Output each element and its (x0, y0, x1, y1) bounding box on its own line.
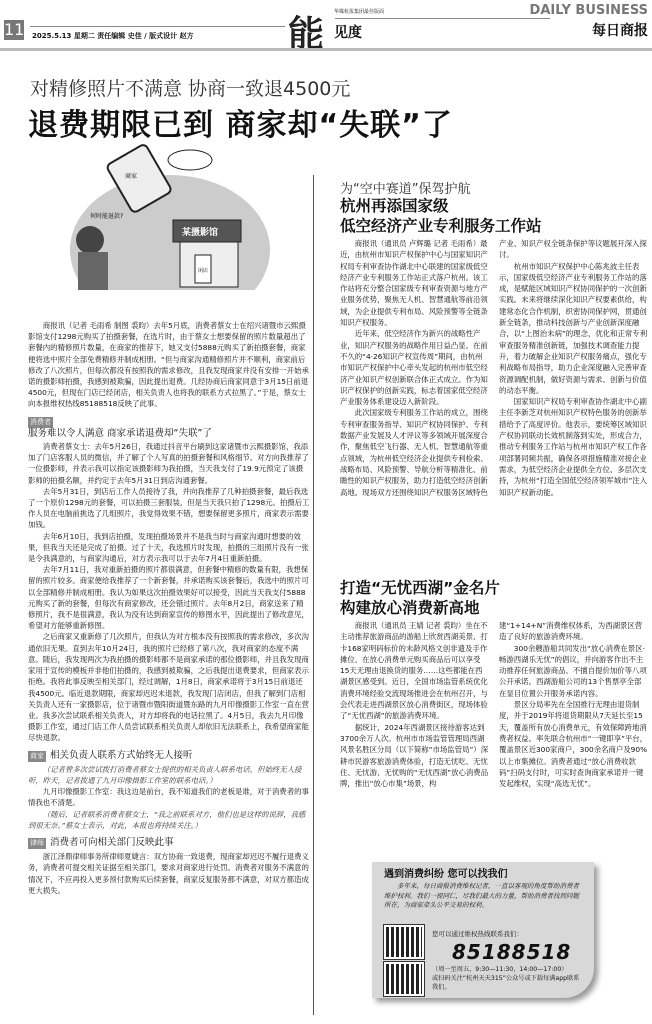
section-heading (28, 837, 310, 849)
page-number: 11 (4, 20, 25, 39)
section-tag: 商家 (28, 751, 46, 762)
story2-headline (340, 196, 542, 236)
section-title: 相关负责人联系方式始终无人接听 (50, 749, 193, 761)
story2-body (340, 238, 648, 558)
section-tag: 消费者 (28, 417, 53, 428)
headline-line: 低空经济产业专利服务工作站 (340, 217, 542, 235)
paragraph: （随后，记者联系消费者蔡女士，“我之前联系对方，他们也是这样的说辞，我感到很无奈。”蔡女士表示，对此，本报也将持续关注。） (28, 809, 306, 830)
dateline: 2025.5.13 星期二 责任编辑 史佳 / 版式设计 赵方 (32, 32, 194, 40)
lead-headline: 退费期限已到 商家却“失联”了 (28, 108, 453, 143)
page-header (0, 0, 652, 55)
divider (335, 18, 550, 19)
door-sign: 闭店 (198, 268, 209, 274)
paragraph: 近年来，低空经济作为新兴的战略性产业，知识产权服务的战略作用日益凸显。在前不久的“4·26知识产权宣传周”期间，由杭州市知识产权保护中心牵头发起的杭州市低空经济产业知识产权创新联合体正式成立。作为知识产权保护的创新实践，标志着国家低空经济产业服务体系建设迈入新阶段。 (340, 329, 488, 407)
consumer-help-box (372, 862, 594, 998)
paragraph: 去年6月10日，我到店拍摄，发现拍摄场景并不是我当时与商家沟通时想要的效果，但我当天还是完成了拍摄。过了十天，我选照片时发现，拍摄的三组照片没有一张是令我满意的，与商家沟通后，对方表示我可以于去年7月4日重新拍摄。 (28, 531, 309, 564)
paragraph: 九月印像摄影工作室：我这边是前台，我不知道我们的老板是谁，对于消费者的事情我也不清楚。 (28, 787, 309, 808)
group-award: 华媒杭报集团最佳版面 (334, 9, 385, 15)
story2-subtitle: 为“空中赛道”保驾护航 (340, 182, 471, 197)
paragraph: 国家知识产权局专利审查协作湖北中心副主任李新芝对杭州知识产权特色服务的创新举措给予了高度评价。他表示，要统筹区域知识产权协同联动长效机制落到实处，形成合力，推动专利服务工作站与杭州市知识产权工作各项部署同频共振，确保各项措施精准对接企业需求，为低空经济企业提供全方位、多层次支持，为杭州“打造全国低空经济领军城市”注入知识产权新动能。 (499, 397, 648, 497)
paragraph: 去年5月31日，到店后工作人员接待了我，并向我推荐了几种拍摄套餐，最后我选了一个原价1298元的套餐，可以拍摄三套服装，但是当天我只拍了1298元。拍摄后工作人员在电脑前挑选了几组照片，我觉得效果不错，想要保留更多照片，商家表示需要加钱。 (28, 486, 310, 530)
divider (30, 26, 285, 27)
story3-body (340, 620, 648, 860)
paragraph: 杭州市知识产权保护中心陈兆波主任表示，国家级低空经济产业专利服务工作站的落成，是赋能区域知识产权协同保护的一次创新实践。未来将继续深化知识产权要素供给，构建常态化合作机制，织密协同保护网，贯通创新全链条，推动科技创新与产业创新深度融合，以“上图治未病”的理念，优化和正常专利审查服务精准创新链，加强技术调查能力提升，着力破解企业知识产权服务痛点，强化专利战略布局指导，助力企业深度融入完善审查资源调配机制，做好资源与需求、创新与价值的动态平衡。 (499, 261, 648, 395)
hotline-label: 您可以通过维权热线联系我们： (432, 930, 523, 938)
paragraph: 之后商家又重新修了几次照片，但我认为对方根本没有按照我的需求修改，多次沟通依旧无果。直到去年10月24日，我的照片已经修了第八次，我对商家的态度不满意。随后，我发现两次为我拍摄的摄影师都不是商家承诺的那位摄影师，并且我发现商家用于宣传的模板并非他们拍摄的，我感到被欺骗，之后我提出退费要求，但商家表示拒绝。我将此事反映至相关部门，经过调解，1月8日，商家承诺将于3月15日前退还我4500元。临近退款期限，商家却迟迟未退款，我发现门店闭店，但我了解到门店相关负责人还有一家摄影店，位于诸暨市暨阳街道暨东路的九月印像摄影工作室一直在营业。我多次尝试联系相关负责人，对方却将我的电话拉黑了。4月5日，我去九月印像摄影工作室，通过门店工作人员尝试联系相关负责人却依旧无法联系上，我希望商家能尽快退款。 (28, 632, 309, 743)
lead-subtitle: 对精修照片不满意 协商一致退4500元 (30, 78, 351, 100)
paper-name-cn: 每日商报 (592, 23, 648, 39)
section-heading (28, 750, 310, 762)
help-box-text: 多年来，每日商报消费维权记者，一直以客观的角度帮助消费者维护权利。我们一视同仁，尽我们最大的力量，帮助消费者找到问题所在，为商家牵头公平交易的权利。 (384, 882, 579, 909)
speech-bubble: 何时能退款? (90, 213, 124, 220)
section-name: 见度 (334, 25, 362, 41)
paragraph: 景区分局率先在全国推行无理由退货制度，并于2019年将退货期限从7天延长至15天，覆盖所有放心消费单元，有效保障跨地消费者权益。率先联合杭州市“一键即享”平台，覆盖景区近300家商户，300余名商户及90%以上市集摊位。消费者通过“放心消费收款码”扫码支付时，可实时查询商家承诺并一键发起维权，实现“高选无忧”。 (499, 700, 648, 789)
headline-line: 打造“无忧西湖”金名片 (340, 579, 500, 597)
phone-label: 商家 (125, 173, 138, 180)
paragraph: 商报讯（通讯员 王婧 记者 裘昀）坐在不主动推荐旅游商品的游船上欣赏西湖美景、打卡168家明码标价的未龄风格文创非遗及手作摊位、在放心消费单元购买商品后可以享受15天无理由退换货的服务……这些都能在西湖景区感受到。近日，全国市场监管系统优化消费环境经验交流现场推进会在杭州召开，与会代表走进西湖景区放心消费街区，现场体验了“无忧西湖”的旅游消费环境。 (340, 621, 488, 721)
section-title: 服务难以令人满意 商家承诺退费却“失联”了 (28, 427, 212, 439)
section-tag: 律师 (28, 838, 46, 849)
paragraph: （记者曾多次尝试拨打消费者蔡女士提供的相关负责人联系电话，但始终无人接听，昨天，记者拨通了九月印像摄影工作室的联系电话。） (28, 764, 302, 785)
story3-headline (340, 578, 500, 618)
paragraph: 据统计，2024年西湖景区接待游客达到3700余万人次。杭州市市场监管管理局西湖风景名胜区分局（以下简称“市场监管局”）深耕市民游客旅游消费体验，打造无忧吃、无忧住、无忧游、无忧购的“无忧西湖”放心消费品牌，推出“放心市集”场景，构建“1+14+N”消费维权体系，为西湖景区营造了良好的旅游消费环境。 (340, 621, 643, 789)
lead-article-body (28, 320, 310, 896)
hotline-hours: （周一至周五，9:30—11:30，14:00—17:00） (432, 966, 568, 973)
article-intro: 商报讯（记者 毛雨希 制图 裘昀）去年5月底，消费者蔡女士在绍兴诸暨市云熙摄影馆支付1298元购买了拍摄套餐，在选片时，由于蔡女士想要保留的照片数量超出了套餐内的精修照片数量，在商家的推荐下，她又支付5888元购买了新拍摄套餐，商家便将选中照片全部免费精修并制成相册。“但与商家沟通精修照片并不顺利，商家前后修改了八次照片，但每次都没有按照我的需求修改，且我发现商家并没有安排一开始承诺的摄影师拍摄，我感到被欺骗，因此提出退费。几经协商后商家同意于3月15日前退4500元，但现在门店已经闭店，相关负责人也将我的联系方式拉黑了。”于是，蔡女士向本报维权热线85188518反映了此事。 (28, 321, 309, 409)
headline-line: 杭州再添国家级 (340, 197, 449, 215)
divider (0, 48, 652, 51)
section-title: 消费者可向相关部门反映此事 (50, 836, 174, 848)
help-box-title: 遇到消费纠纷 您可以找我们 (384, 869, 508, 880)
paragraph: 此次国家级专利服务工作站的成立，围绕专利审查服务指导、知识产权协同保护、专利数据产业发展及人才评议等多领域开展深度合作，聚焦低空飞行器、无人机、智慧通航等重点领域，为杭州低空经济企业提供专利检索、战略布局、风险预警、导航分析等精准化、前瞻性的知识产权服务，助力打造低空经济创新高地。现场双方还围绕知识产权服务区域特色产业、知识产权全链条保护等议题展开深入探讨。 (340, 239, 647, 497)
qr-code-icon[interactable] (384, 962, 424, 996)
paragraph: 浙江泽鼎律师事务所律师夏婕言：双方协商一致退费，现商家却迟迟不履行退费义务，消费者可提交相关证据至相关部门，要求对商家进行处罚。消费者对服务不满意的情况下，不应再投入更多预付款购买后续套餐，商家反复服务都不满意，对双方都造成更大损失。 (28, 852, 309, 895)
paragraph: 消费者蔡女士：去年5月26日，我通过抖音平台刷到这家诸暨市云熙摄影馆，我添加了门店客服人员的微信，并了解了个人写真的拍摄套餐和风格细节。对方向我推荐了一位摄影师，并表示我可以指定该摄影师为我拍摄，当天我支付了19.9元预定了该摄影师的拍摄名额，并约定于去年5月31日到店沟通套餐。 (28, 442, 309, 485)
hotline-info (432, 965, 582, 992)
column-divider (313, 175, 314, 1015)
shop-sign: 某摄影馆 (182, 228, 219, 238)
paragraph: 300余艘游船共同发出“放心消费在景区·畅游西湖乐无忧”的倡议，并向游客作出不主动推荐任何旅游商品、不擅自提价加价等八项公开承诺。西湖游船公司的13个售票亭全部在显目位置公开服务承诺内容。 (499, 643, 647, 698)
headline-line: 构建放心消费新高地 (340, 599, 480, 617)
hotline-number: 85188518 (452, 940, 572, 964)
paragraph: 商报讯（通讯员 卢辉璐 记者 毛雨希）最近，由杭州市知识产权保护中心与国家知识产权局专利审查协作湖北中心联建的国家级低空经济产业专利服务工作站正式落户杭州。该工作站将充分整合国家级专利审查资源与地方产业服务优势，聚焦无人机、智慧通航等前沿领域，为企业提供专利布局、风险预警等全链条知识产权服务。 (340, 239, 488, 328)
qr-code-icon[interactable] (384, 925, 424, 959)
cartoon-illustration (60, 140, 320, 290)
paper-name-en: DAILY BUSINESS (529, 3, 648, 18)
section-heading (28, 416, 310, 439)
section-logo-char: 能 (288, 13, 325, 55)
qr-instructions: 或扫码关注“杭州天天315”公众号或下载每满app联系我们。 (432, 975, 580, 991)
paragraph: 去年7月11日，我对重新拍摄的照片都很满意，但套餐中精修的数量有限，我想保留的照片较多。商家便给我推荐了一个新套餐，并承诺购买该套餐后，我选中的照片可以全部精修并制成相册。我认为如果这次拍摄效果好可以接受，因此当天我支付5888元购买了新的套餐，但每次有商家修改，还会错过照片。去年8月2日，商家送来了精修照片，我不是很满意，我认为没有达到商家宣传的修图水平，因此提出了修改意见，希望对方能够重新修图。 (28, 565, 309, 631)
